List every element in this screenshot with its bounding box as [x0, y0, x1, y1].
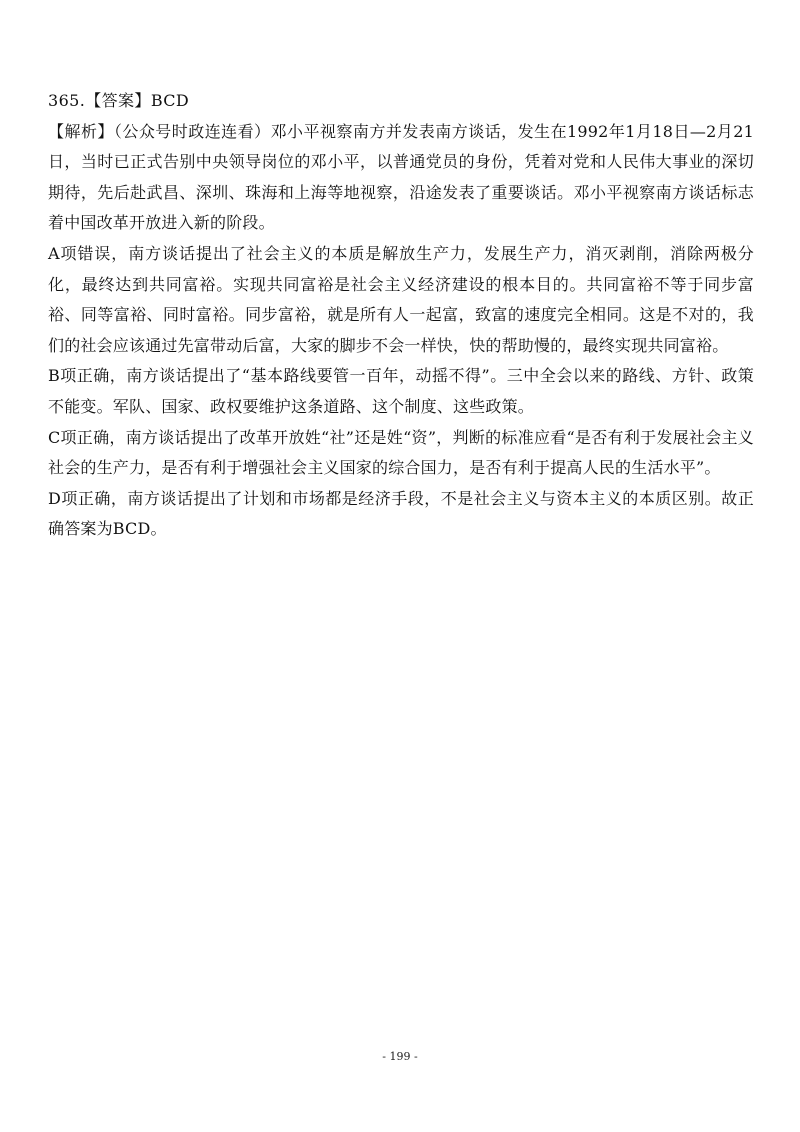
option-a-paragraph: A项错误，南方谈话提出了社会主义的本质是解放生产力，发展生产力，消灭剥削，消除两极分化，最终达到共同富裕。实现共同富裕是社会主义经济建设的根本目的。共同富裕不等于同步富裕、同等富裕、同时富裕。同步富裕，就是所有人一起富，致富的速度完全相同。这是不对的，我们的社会应该通过先富带动后富，大家的脚步不会一样快，快的帮助慢的，最终实现共同富裕。	[48, 243, 754, 355]
analysis-paragraph: 【解析】（公众号时政连连看）邓小平视察南方并发表南方谈话，发生在1992年1月18日—2月21日，当时已正式告别中央领导岗位的邓小平，以普通党员的身份，凭着对党和人民伟大事业的深切期待，先后赴武昌、深圳、珠海和上海等地视察，沿途发表了重要谈话。邓小平视察南方谈话标志着中国改革开放进入新的阶段。	[48, 121, 754, 233]
answer-explanation	[48, 86, 754, 545]
page-number: - 199 -	[382, 1050, 418, 1063]
option-b-paragraph: B项正确，南方谈话提出了“基本路线要管一百年，动摇不得”。三中全会以来的路线、方针、政策不能变。军队、国家、政权要维护这条道路、这个制度、这些政策。	[48, 366, 754, 416]
option-d-paragraph: D项正确，南方谈话提出了计划和市场都是经济手段，不是社会主义与资本主义的本质区别。故正确答案为BCD。	[48, 488, 754, 539]
answer-heading: 365.【答案】BCD	[48, 91, 190, 110]
option-c-paragraph: C项正确，南方谈话提出了改革开放姓“社”还是姓“资”，判断的标准应看“是否有利于发展社会主义社会的生产力，是否有利于增强社会主义国家的综合国力，是否有利于提高人民的生活水平”。	[48, 427, 754, 478]
